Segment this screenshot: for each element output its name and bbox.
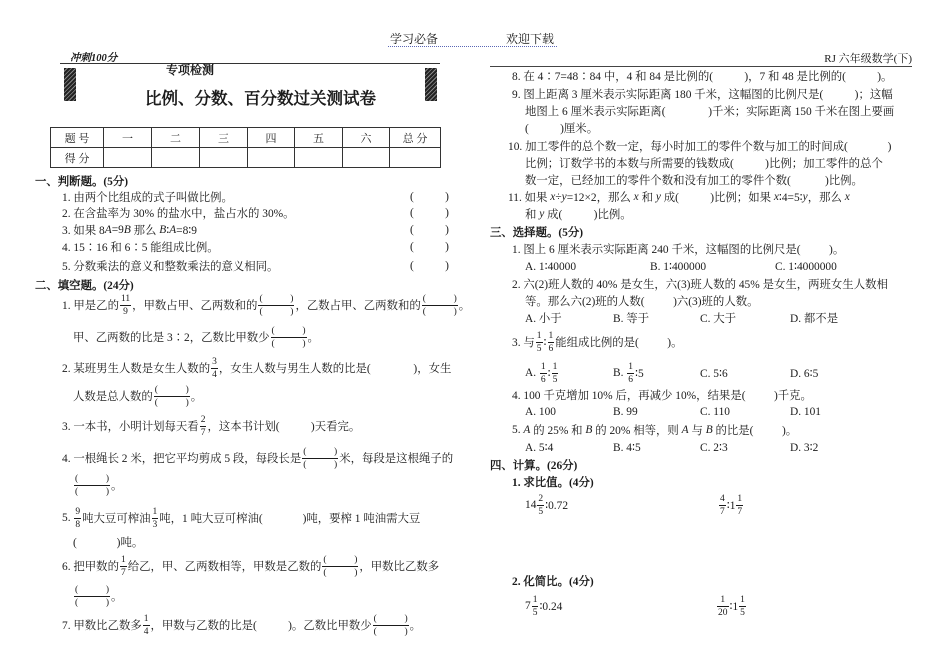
answer-blank: ( ) — [410, 260, 449, 272]
text-run: 1. 图上 6 厘米表示实际距离 240 千米，这幅图的比例尺是( )。 — [512, 244, 845, 256]
fill-q1-line1 — [62, 290, 470, 320]
text-run: ∶ — [543, 337, 547, 349]
text-run: 7. 甲数比乙数多 — [62, 620, 142, 632]
fraction — [211, 357, 218, 380]
text-run: 给乙，甲、乙两数相等，甲数是乙数的 — [127, 561, 322, 573]
text-run: 甲、乙两数的比是 3∶2，乙数比甲数少 — [73, 332, 270, 344]
score-cell — [152, 148, 200, 168]
fraction-denominator: 5 — [538, 506, 544, 517]
math-variable: x — [550, 191, 556, 203]
text-run: A. 5∶4 — [525, 442, 554, 454]
fraction — [152, 507, 159, 530]
fraction-denominator: 5 — [532, 607, 538, 618]
text-run: 。 — [190, 391, 203, 403]
fraction — [548, 331, 555, 354]
column-header: 五 — [295, 128, 343, 148]
fraction-numerator: 1 — [152, 506, 158, 517]
text-run: 3. 一本书，小明计划每天看 — [62, 421, 199, 433]
text-run: B. 等于 — [613, 313, 650, 325]
fraction-numerator: 1 — [540, 361, 546, 372]
choice-q3-line1 — [512, 327, 682, 357]
text-run: C. 110 — [700, 406, 730, 418]
fraction-denominator: ( ) — [422, 306, 457, 317]
math-variable: B — [159, 224, 167, 236]
score-cell — [104, 148, 152, 168]
fraction-numerator: 9 — [75, 506, 81, 517]
title-frame-left-ornament — [64, 68, 76, 101]
subheading-text: 2. 化简比。(4分) — [512, 576, 594, 588]
text-run: 1. 由两个比组成的式子叫做比例。 — [62, 192, 233, 204]
math-variable: x — [773, 191, 779, 203]
text-run: 4. 一根绳长 2 米，把它平均剪成 5 段，每段长是 — [62, 453, 302, 465]
fraction — [120, 294, 131, 317]
fraction-numerator: 1 — [120, 554, 126, 565]
fraction — [736, 494, 743, 517]
choice-q5-line1 — [512, 415, 797, 445]
text-run: 那么 — [130, 225, 160, 237]
math-variable: A — [523, 424, 531, 436]
fraction-denominator: ( ) — [75, 597, 109, 608]
fraction-denominator: ( ) — [271, 338, 306, 349]
fraction-denominator: 6 — [548, 343, 554, 354]
fraction — [143, 614, 150, 637]
text-run: D. 都不是 — [790, 313, 839, 325]
text-run: 的比是( )。 — [712, 425, 798, 437]
text-run: 比例；订数学书的本数与所需要的钱数成( )比例；加工零件的总个 — [525, 158, 883, 170]
math-variable: y — [802, 191, 808, 203]
text-run: 7 — [525, 600, 531, 612]
judge-answer-5 — [410, 251, 449, 281]
text-run: ，乙数占甲、乙两数和的 — [295, 300, 421, 312]
fill-q4-line1 — [62, 443, 453, 473]
series-tag: RJ 六年级数学(下) — [824, 53, 912, 65]
section-badge: 专项检测 — [166, 63, 215, 77]
fraction-answer-blank — [74, 474, 110, 497]
text-run: 5. — [62, 512, 74, 524]
text-run: ∶5 — [635, 368, 644, 380]
text-run: ，女生人数与男生人数的比是( )，女生 — [218, 363, 452, 375]
fill-q4-line2 — [73, 470, 122, 500]
fraction — [536, 331, 543, 354]
math-variable: B — [705, 424, 713, 436]
text-run: 吨，1 吨大豆可榨油( )吨，要榨 1 吨油需大豆 — [159, 513, 421, 525]
text-run: ∶1 — [729, 601, 739, 613]
fraction-denominator: 7 — [120, 567, 126, 578]
fraction-denominator: 5 — [536, 343, 542, 354]
text-run: B. — [613, 367, 627, 379]
text-run: 14 — [525, 499, 537, 511]
brand-logo-text: 冲刺100分 — [70, 53, 118, 64]
text-run: 2. 某班男生人数是女生人数的 — [62, 363, 211, 375]
choice-q4-line1 — [512, 380, 812, 410]
row-header: 题 号 — [51, 128, 104, 148]
text-run: 9. 图上距离 3 厘米表示实际距离 180 千米，这幅图的比例尺是( )；这幅 — [512, 89, 893, 101]
math-variable: A — [104, 224, 112, 236]
fraction-answer-blank — [302, 447, 338, 470]
math-variable: y — [655, 191, 661, 203]
text-run: B. 99 — [613, 406, 638, 418]
text-run: 4. 100 千克增加 10% 后，再减少 10%，结果是( )千克。 — [512, 390, 812, 402]
fraction-numerator: ( ) — [303, 446, 338, 457]
text-run: 3. 与 — [512, 337, 535, 349]
math-variable: y — [561, 191, 567, 203]
answer-blank: ( ) — [410, 241, 449, 253]
text-run: 数一定，已经加工的零件个数和没有加工的零件个数( )比例。 — [525, 175, 863, 187]
text-run: 米，每段是这根绳子的 — [339, 453, 454, 465]
fraction-numerator: 1 — [143, 613, 149, 624]
text-run: 。 — [409, 620, 422, 632]
fraction-numerator: ( ) — [271, 325, 306, 336]
score-cell — [390, 148, 441, 168]
fraction-numerator: 1 — [717, 595, 729, 607]
fraction-denominator: ( ) — [373, 626, 408, 637]
text-run: ，甲数占甲、乙两数和的 — [132, 300, 258, 312]
column-header: 一 — [104, 128, 152, 148]
calc-part1-expression-2 — [718, 490, 744, 520]
page-header — [388, 29, 557, 47]
text-run: A. 1∶40000 — [525, 261, 577, 273]
fraction-answer-blank — [74, 585, 110, 608]
fraction-numerator: 2 — [200, 414, 206, 425]
score-cell — [200, 148, 248, 168]
fraction-numerator: 1 — [740, 594, 745, 605]
heading-text: 三、选择题。(5分) — [490, 227, 584, 239]
choice-q2-option-c — [700, 303, 736, 333]
text-run: ∶0.24 — [539, 601, 563, 613]
fraction-denominator: 3 — [152, 519, 158, 530]
text-run: B. 4∶5 — [613, 442, 641, 454]
calc-part2-expression-1 — [525, 591, 562, 621]
text-run: 等。那么六(2)班的人数( )六(3)班的人数。 — [525, 296, 759, 308]
math-variable: x — [633, 191, 639, 203]
math-variable: y — [539, 208, 545, 220]
fraction-numerator: ( ) — [75, 473, 109, 484]
score-cell — [343, 148, 390, 168]
fill-q6-line1 — [62, 551, 439, 581]
text-run: 5. — [512, 424, 524, 436]
text-run: ，甲数比乙数多 — [359, 561, 440, 573]
text-run: 11. 如果 — [508, 192, 551, 204]
fraction-numerator: 3 — [212, 356, 217, 367]
fraction-numerator: 2 — [538, 493, 544, 504]
choice-q5-option-b — [613, 432, 641, 462]
fraction — [200, 415, 207, 438]
fraction-numerator: 4 — [720, 493, 725, 504]
fill-q6-line2 — [73, 581, 122, 611]
text-run: ，这本书计划( )天看完。 — [207, 421, 361, 433]
fraction-denominator: 7 — [200, 427, 206, 438]
text-run: ∶1 — [726, 500, 736, 512]
score-table-header-row — [51, 128, 441, 148]
text-run: C. 大于 — [700, 313, 737, 325]
page-title: 比例、分数、百分数过关测试卷 — [145, 89, 376, 108]
fraction-denominator: 8 — [75, 519, 81, 530]
answer-blank: ( ) — [410, 224, 449, 236]
text-run: C. 2∶3 — [700, 442, 728, 454]
fraction-answer-blank — [322, 555, 358, 578]
score-cell — [248, 148, 295, 168]
column-header: 四 — [248, 128, 295, 148]
answer-blank: ( ) — [410, 191, 449, 203]
fraction-denominator: 6 — [628, 374, 634, 385]
fill-q1-line2 — [73, 322, 319, 352]
fill-q3-line1 — [62, 411, 360, 441]
fraction-numerator: ( ) — [373, 613, 408, 624]
fraction-denominator: ( ) — [323, 567, 358, 578]
text-run: 和 — [638, 192, 656, 204]
fraction-numerator: 1 — [737, 493, 743, 504]
fraction-denominator: 6 — [540, 374, 546, 385]
fraction-numerator: ( ) — [323, 554, 358, 565]
fraction-numerator: ( ) — [259, 293, 294, 304]
choice-q5-option-c — [700, 432, 728, 462]
column-header: 三 — [200, 128, 248, 148]
text-run: 8. 在 4∶7=48∶84 中，4 和 84 是比例的( )，7 和 48 是比例的( )。 — [512, 71, 893, 83]
text-run: 的 25% 和 — [530, 425, 586, 437]
text-run: 。 — [111, 591, 123, 603]
fraction-denominator: 5 — [740, 607, 745, 618]
text-run: D. 101 — [790, 406, 822, 418]
fraction — [739, 595, 746, 618]
fraction — [537, 494, 544, 517]
text-run: 成( )比例；如果 — [660, 192, 774, 204]
calc-part1-expression-1 — [525, 490, 568, 520]
text-run: 。 — [111, 480, 123, 492]
math-variable: A — [169, 224, 177, 236]
text-run: A. 小于 — [525, 313, 562, 325]
fill-q7-line1 — [62, 610, 421, 640]
fraction-numerator: ( ) — [154, 384, 189, 395]
fraction-numerator: 1 — [628, 361, 634, 372]
text-run: 成( )比例。 — [544, 209, 632, 221]
choice-q2-option-d — [790, 303, 838, 333]
math-variable: B — [585, 424, 593, 436]
text-run: 10. 加工零件的总个数一定，每小时加工的零件个数与加工的时间成( ) — [508, 141, 892, 153]
text-run: C. 1∶4000000 — [775, 261, 837, 273]
fraction-numerator: 11 — [120, 293, 131, 304]
fraction-denominator: ( ) — [259, 306, 294, 317]
score-table-score-row — [51, 148, 441, 168]
fill-q2-line1 — [62, 353, 451, 383]
fraction — [717, 595, 729, 618]
text-run: =9 — [111, 224, 124, 236]
text-run: 5. 分数乘法的意义和整数乘法的意义相同。 — [62, 261, 279, 273]
text-run: ，甲数与乙数的比是( )。乙数比甲数少 — [150, 620, 372, 632]
header-left-text: 学习必备 — [390, 32, 439, 46]
title-frame-rule — [60, 63, 440, 64]
text-run: 2. 六(2)班人数的 40% 是女生，六(3)班人数的 45% 是女生，两班女生人数相 — [512, 279, 888, 291]
text-run: ∶4=5∶ — [778, 192, 803, 204]
text-run: 2. 在含盐率为 30% 的盐水中，盐占水的 30%。 — [62, 208, 295, 220]
math-variable: A — [681, 424, 689, 436]
text-run: ÷ — [555, 191, 562, 203]
subheading-text: 1. 求比值。(4分) — [512, 477, 594, 489]
fraction — [120, 555, 127, 578]
fraction-denominator: 9 — [123, 306, 128, 317]
text-run: 地图上 6 厘米表示实际距离( )千米；实际距离 150 千米在图上要画 — [525, 106, 895, 118]
fraction-answer-blank — [258, 294, 294, 317]
heading-text: 四、计算。(26分) — [490, 460, 578, 472]
fraction-numerator: ( ) — [422, 293, 457, 304]
text-run: 3. 如果 8 — [62, 225, 105, 237]
fraction-denominator: ( ) — [75, 486, 109, 497]
fraction — [719, 494, 726, 517]
text-run: 的 20% 相等，则 — [592, 425, 682, 437]
text-run: =12×2，那么 — [566, 192, 634, 204]
fraction-answer-blank — [154, 385, 190, 408]
text-run: =8∶9 — [176, 225, 197, 237]
text-run: ，那么 — [807, 192, 845, 204]
fraction-numerator: 1 — [552, 361, 558, 372]
text-run: D. 3∶2 — [790, 442, 819, 454]
calc-part2-expression-2 — [716, 591, 747, 621]
fraction-denominator: 7 — [737, 506, 743, 517]
answer-blank: ( ) — [410, 207, 449, 219]
text-run: A. 100 — [525, 406, 557, 418]
fraction-answer-blank — [422, 294, 458, 317]
text-run: 。 — [458, 300, 471, 312]
choice-q5-option-d — [790, 432, 818, 462]
fraction-answer-blank — [373, 614, 409, 637]
text-run: ∶0.72 — [545, 500, 569, 512]
fraction-denominator: 4 — [143, 626, 149, 637]
math-variable: B — [123, 224, 131, 236]
text-run: 吨大豆可榨油 — [82, 513, 151, 525]
fraction-answer-blank — [271, 326, 307, 349]
text-run: 人数是总人数的 — [73, 391, 153, 403]
row-header: 得 分 — [51, 148, 104, 168]
text-run: 与 — [688, 425, 706, 437]
math-variable: x — [844, 191, 850, 203]
fraction-denominator: 4 — [212, 369, 217, 380]
text-run: D. 6∶5 — [790, 368, 819, 380]
text-run: 和 — [525, 209, 540, 221]
fraction-denominator: ( ) — [303, 459, 338, 470]
text-run: ∶ — [547, 368, 551, 380]
text-run: ( )厘米。 — [525, 123, 599, 135]
fraction-denominator: 20 — [718, 607, 728, 618]
text-run: B. 1∶400000 — [650, 261, 707, 273]
text-run: 6. 把甲数的 — [62, 561, 119, 573]
title-frame-right-ornament — [425, 68, 437, 101]
fraction-numerator: 1 — [536, 330, 542, 341]
text-run: ( )吨。 — [73, 537, 144, 549]
score-table — [50, 127, 441, 168]
text-run: 4. 15∶16 和 6∶5 能组成比例。 — [62, 242, 219, 254]
fraction-numerator: 1 — [532, 594, 538, 605]
column-header: 二 — [152, 128, 200, 148]
fraction-numerator: 1 — [548, 330, 554, 341]
fraction-numerator: ( ) — [75, 584, 109, 595]
fraction-denominator: 7 — [720, 506, 725, 517]
text-run: 1. 甲是乙的 — [62, 300, 119, 312]
fill-q2-line2 — [73, 381, 202, 411]
fraction-denominator: 5 — [552, 374, 558, 385]
text-run: A. — [525, 367, 539, 379]
column-header: 总 分 — [390, 128, 441, 148]
text-run: C. 5∶6 — [700, 368, 728, 380]
fraction-denominator: ( ) — [154, 397, 189, 408]
text-run: ∶ — [166, 225, 170, 237]
header-right-text: 欢迎下载 — [506, 32, 555, 46]
fraction — [532, 595, 539, 618]
score-cell — [295, 148, 343, 168]
heading-text: 二、填空题。(24分) — [35, 280, 134, 292]
text-run: 。 — [307, 332, 319, 344]
column-header: 六 — [343, 128, 390, 148]
heading-text: 一、判断题。(5分) — [35, 176, 129, 188]
text-run: 能组成比例的是( )。 — [555, 337, 683, 349]
